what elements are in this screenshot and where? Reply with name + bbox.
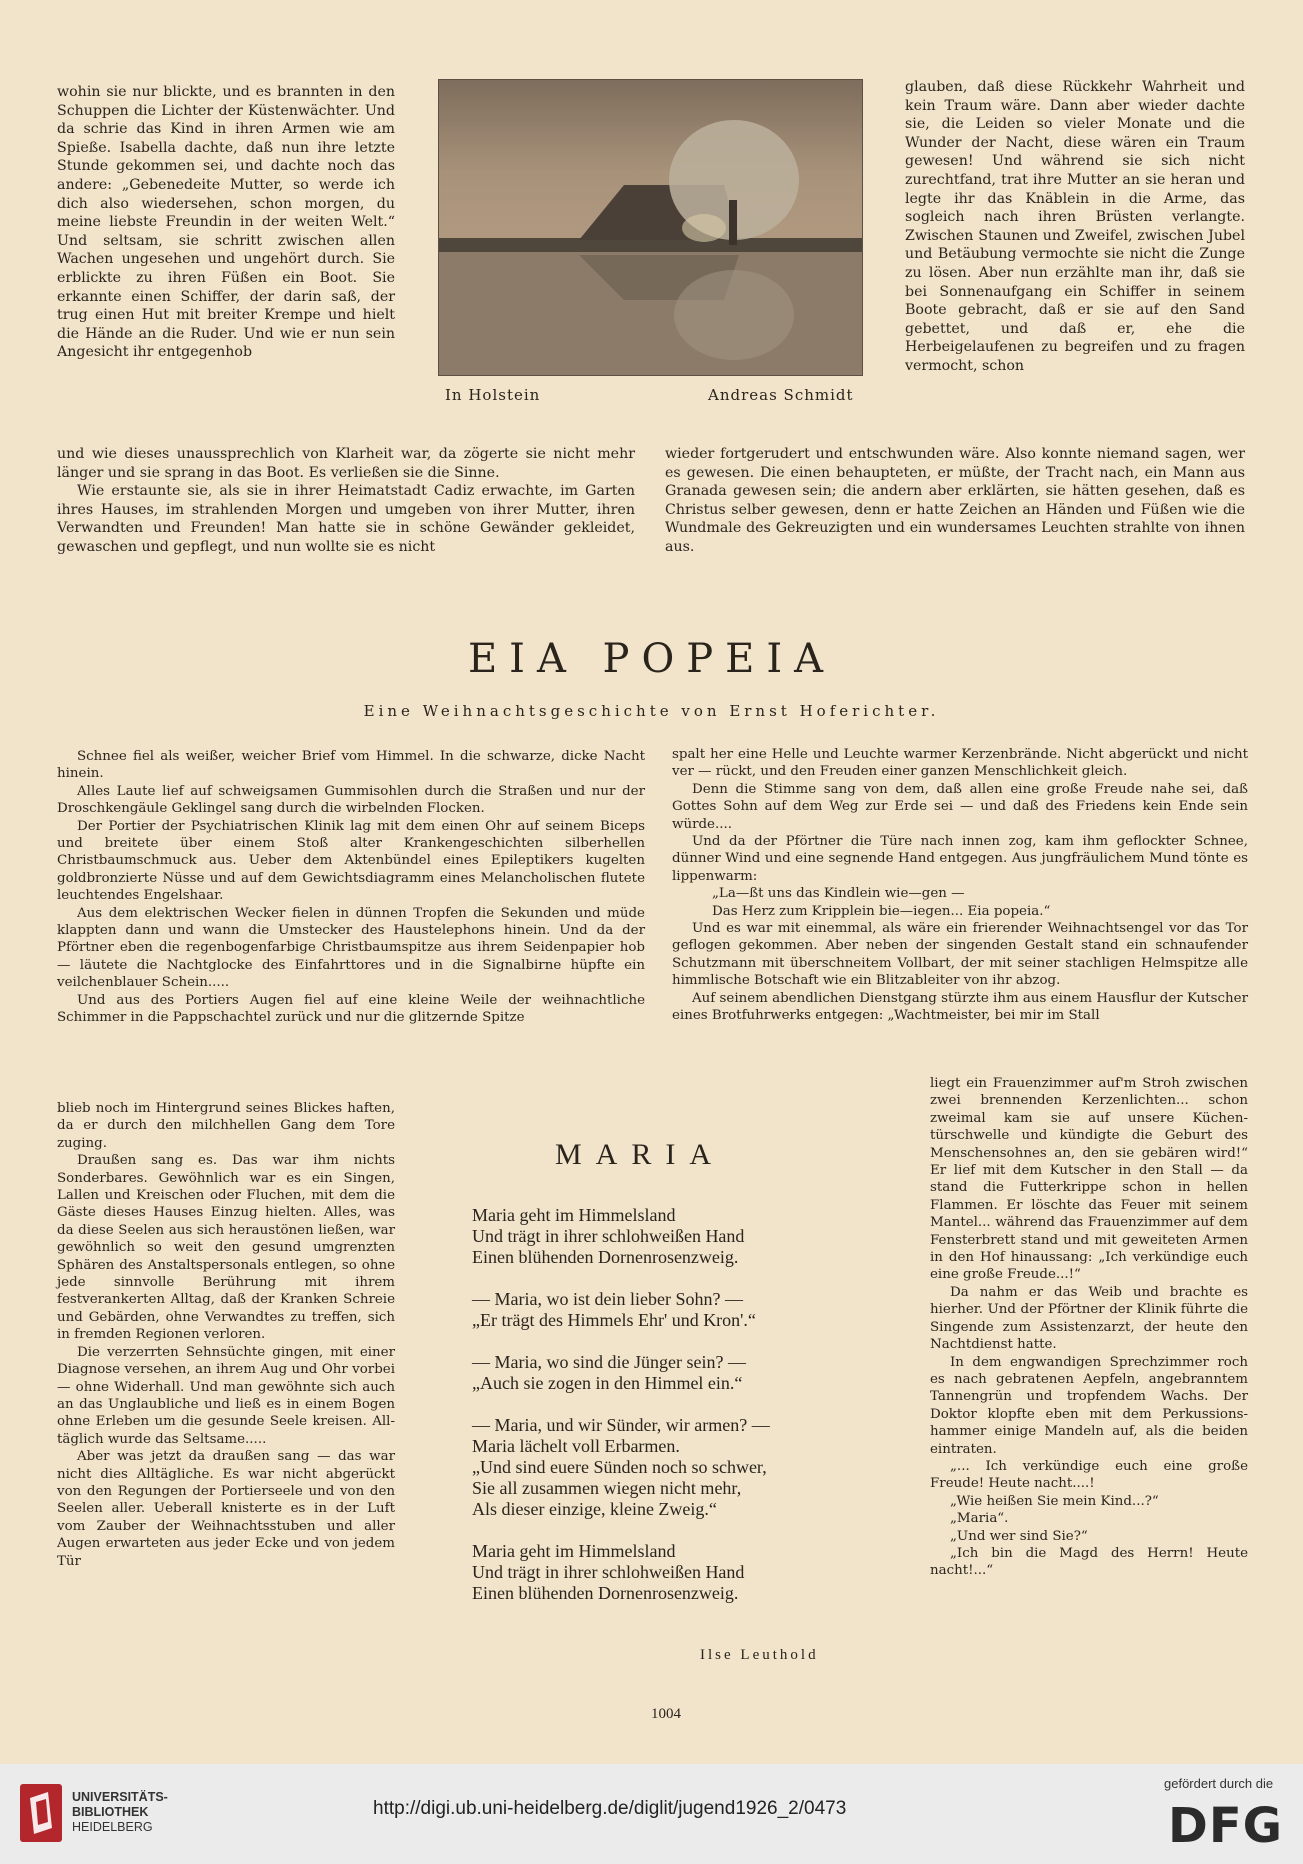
poem-line: Als dieser einzige, kleine Zweig.“ (472, 1499, 717, 1519)
dialog-line: „Und wer sind Sie?“ (950, 1528, 1088, 1544)
story-column-1-narrow (57, 1100, 395, 1570)
paragraph: blieb noch im Hintergrund seines Blickes haften, da er durch den milchhellen Gang dem Tore zuging. (57, 1101, 395, 1151)
poem-stanza (472, 1289, 892, 1331)
paragraph: Aus dem elektrischen Wecker fielen in dünnen Tropfen die Sekunden und müde klappten dann und wann die Umstecker des Haustelephons hinein. Und da der Pförtner eben die regenbogenfarbige Christbaumspitze aus ihrem Seidenpapier hob — läutete die Nachtglocke des Einfahrttores und in die Signalbirne hüpfte ein veilchenblauer Schein..... (57, 905, 645, 991)
dialog-line: „Wie heißen Sie mein Kind...?“ (950, 1493, 1159, 1509)
poem-line: — Maria, wo sind die Jünger sein? — (472, 1352, 746, 1372)
song-line: Das Herz zum Kripplein bie—iegen... Eia popeia.“ (712, 903, 1051, 919)
poem-line: Einen blühenden Dornenrosenzweig. (472, 1247, 739, 1267)
story-column-3 (930, 1075, 1248, 1580)
library-logo-icon (18, 1782, 64, 1844)
dialog-line: „... Ich verkündige euch eine große Freude! Heute nacht....! (930, 1458, 1248, 1492)
paragraph: Alles Laute lief auf schweigsamen Gummisohlen durch die Straßen und nur der Droschkengäule Geklingel sang durch die wirbelnden Flocken. (57, 783, 645, 817)
logo-line: BIBLIOTHEK (72, 1805, 149, 1819)
dialog-line: „Maria“. (950, 1511, 1009, 1527)
photograph-in-holstein (438, 79, 863, 376)
paragraph: In dem engwandigen Sprechzimmer roch es nach gebratenen Aepfeln, angebranntem Tannengrün und tropfendem Wachs. Der Doktor klopfte eben mit dem Perkussionshammer einige Mandeln auf, als die beiden eintraten. (930, 1354, 1248, 1457)
poem-line: „Er trägt des Himmels Ehr' und Kron'.“ (472, 1310, 756, 1330)
footer-bar (0, 1764, 1303, 1864)
poem-stanza (472, 1352, 892, 1394)
poem-stanza (472, 1415, 892, 1520)
paragraph: Draußen sang es. Das war ihm nichts Sonderbares. Gewöhnlich war es ein Singen, Lallen und Kreischen oder Fluchen, mit dem die Gäste dieses Hauses Einzug hielten. Alles, was da diese Seelen aus sich heraustönen ließen, war gewöhnlich so weit den gesund umgrenzten Sphären des Anstaltspersonals entlegen, so ohne jede sinnvolle Berührung mit ihrem festverankerten Alltag, daß der Kranken Schreie und Gebärden, ohne Verwandtes zu treffen, sich in fremden Regionen verloren. (57, 1153, 395, 1343)
logo-line: HEIDELBERG (72, 1820, 153, 1834)
caption-in-holstein: In Holstein (445, 386, 541, 404)
song-line: „La—ßt uns das Kindlein wie—gen — (712, 886, 965, 902)
paragraph: Denn die Stimme sang von dem, daß allen eine große Freude nahe sei, daß Gottes Sohn auf dem Weg zur Erde sei — und daß des Friedens kein Ende sein würde.... (672, 781, 1248, 832)
top-right-wide (665, 445, 1245, 557)
poem-line: Maria lächelt voll Erbarmen. (472, 1436, 680, 1456)
story-title: EIA POPEIA (467, 636, 836, 682)
poem-body (472, 1205, 892, 1625)
top-left-wide (57, 445, 635, 557)
paragraph: Da nahm er das Weib und brachte es hierher. Und der Pförtner der Klinik führte die Singende zum Assistenzarzt, der heute den Nachtdienst hatte. (930, 1284, 1248, 1353)
poem-line: — Maria, und wir Sünder, wir armen? — (472, 1415, 770, 1435)
poem-author: Ilse Leuthold (700, 1647, 819, 1663)
paragraph: und wie dieses unaussprechlich von Klarheit war, da zögerte sie nicht mehr länger und sie sprang in das Boot. Es verließen sie die Sinne. (57, 446, 635, 481)
dialog-line: „Ich bin die Magd des Herrn! Heute nacht!...“ (930, 1545, 1248, 1579)
story-column-2 (672, 746, 1248, 1025)
poem-line: Und trägt in ihrer schlohweißen Hand (472, 1562, 745, 1582)
top-right-column (905, 78, 1245, 376)
logo-line: UNIVERSITÄTS- (72, 1790, 168, 1804)
page-number: 1004 (651, 1706, 681, 1722)
story-subtitle: Eine Weihnachtsgeschichte von Ernst Hoferichter. (363, 702, 940, 720)
caption-artist: Andreas Schmidt (708, 386, 854, 404)
paragraph: Auf seinem abendlichen Dienstgang stürzte ihm aus einem Hausflur der Kutscher eines Brotfuhrwerks entgegen: „Wachtmeister, bei mir im Stall (672, 990, 1248, 1024)
sponsor-text: gefördert durch die (1164, 1776, 1274, 1791)
poem-line: — Maria, wo ist dein lieber Sohn? — (472, 1289, 743, 1309)
paragraph: spalt her eine Helle und Leuchte warmer Kerzenbrände. Nicht abgerückt und nicht ver — rückt, und den Freuden einer ganzen Menschlichkeit gleich. (672, 747, 1248, 780)
poem-line: „Und sind euere Sünden noch so schwer, (472, 1457, 767, 1477)
top-left-column (57, 83, 395, 362)
paragraph: wohin sie nur blickte, und es brannten in den Schuppen die Lichter der Küstenwächter. Und da schrie das Kind in ihren Armen wie am Spieße. Isabella dachte, daß nun ihre letzte Stunde gekommen sei, und dachte noch das andere: „Gebenedeite Mutter, so werde ich dich also wiedersehen, schon morgen, du meine liebste Freundin in der weiten Welt.“ Und seltsam, sie schritt zwischen allen Wachen ungesehen und ungehört durch. Sie erblickte zu ihren Füßen ein Boot. Sie erkannte einen Schiffer, der darin saß, der trug einen Hut mit breiter Krempe und hielt die Hände an die Ruder. Und wie er nun sein Angesicht ihr entgegenhob (57, 84, 395, 361)
paragraph: glauben, daß diese Rückkehr Wahrheit und kein Traum wäre. Dann aber wieder dachte sie, die Leiden so vieler Monate und die Wunder der Nacht, diese wären ein Traum gewesen! Und während sie sich nicht zurechtfand, trat ihre Mutter an sie heran und legte ihr das Knäblein in die Arme, das sogleich nach ihren Brüsten verlangte. Zwischen Staunen und Zweifel, zwischen Jubel und Betäubung vermochte sie nicht die Zunge zu lösen. Aber nun erzählte man ihr, daß sie bei Sonnenaufgang ein Schiffer in seinem Boote gebracht, daß er sie auf den Sand gebettet, und daß er, ehe die Herbeigelaufenen zu begreifen und zu fragen vermocht, schon (905, 79, 1245, 374)
poem-line: Maria geht im Himmelsland (472, 1541, 676, 1561)
paragraph: Der Portier der Psychiatrischen Klinik lag mit dem einen Ohr auf seinem Biceps und breitete über einem Stoß alter Krankengeschichten silberhellen Christbaumschmuck aus. Ueber dem Aktenbündel eines Epileptikers kugelten goldbronzierte Nüsse und auf dem Gewichtsdiagramm eines Melancholischen flutete leuchtendes Engelshaar. (57, 818, 645, 904)
poem-stanza (472, 1205, 892, 1268)
paragraph: Und da der Pförtner die Türe nach innen zog, kam ihm geflockter Schnee, dünner Wind und eine segnende Hand entgegen. Aus jungfräulichem Mund tönte es lippenwarm: (672, 834, 1248, 884)
story-column-1 (57, 748, 645, 1027)
poem-line: Sie all zusammen wiegen nicht mehr, (472, 1478, 742, 1498)
paragraph: wieder fortgerudert und entschwunden wäre. Also konnte niemand sagen, wer es gewesen. Die einen behaupteten, er müßte, der Tracht nach, ein Mann aus Granada gewesen sein; die andern aber erklärten, sie hätten gesehen, daß es Christus selber gewesen, denn er hatte Zeichen an Händen und Füßen wie die Wundmale des Gekreuzigten und ein wundersames Leuchten strahlte von ihnen aus. (665, 446, 1245, 555)
paragraph: liegt ein Frauenzimmer auf'm Stroh zwischen zwei brennenden Kerzenlichten... schon zweimal kam sie auf unsere Küchentürschwelle und kündigte die Geburt des Menschensohnes an, den sie gebären wird!“ Er lief mit dem Kutscher in den Stall — da stand die Futterkrippe schon in hellen Flammen. Er löschte das Feuer mit seinem Mantel... während das Frauenzimmer auf dem Fensterbrett stand und mit geweiteten Armen in den Hof hinaussang: „Ich verkündige euch eine große Freude...!“ (930, 1076, 1248, 1283)
paragraph: Und aus des Portiers Augen fiel auf eine kleine Weile der weihnachtliche Schimmer in die Pappschachtel zurück und nur die glitzernde Spitze (57, 992, 645, 1026)
paragraph: Wie erstaunte sie, als sie in ihrer Heimatstadt Cadiz erwachte, im Garten ihres Hauses, im strahlenden Morgen und umgeben von ihrer Mutter, ihren Verwandten und Freunden! Man hatte sie in schöne Gewänder gekleidet, gewaschen und gepflegt, und nun wollte sie es nicht (57, 483, 635, 555)
paragraph: Schnee fiel als weißer, weicher Brief vom Himmel. In die schwarze, dicke Nacht hinein. (57, 749, 645, 782)
poem-line: Und trägt in ihrer schlohweißen Hand (472, 1226, 745, 1246)
poem-line: Einen blühenden Dornenrosenzweig. (472, 1583, 739, 1603)
library-logo[interactable] (18, 1782, 218, 1846)
poem-line: Maria geht im Himmelsland (472, 1205, 676, 1225)
permalink[interactable]: http://digi.ub.uni-heidelberg.de/diglit/jugend1926_2/0473 (373, 1798, 847, 1819)
poem-title: MARIA (554, 1138, 725, 1171)
poem-line: „Auch sie zogen in den Himmel ein.“ (472, 1373, 743, 1393)
dfg-logo[interactable]: DFG (1168, 1798, 1284, 1854)
paragraph: Aber was jetzt da draußen sang — das war nicht dies Alltägliche. Es war nicht abgerückt von den Regungen der Portierseele und von den Seelen aller. Ueberall knisterte es in der Luft vom Zauber der Weihnachtsstuben und aller Augen erwarteten aus jeder Ecke und von jedem Tür (57, 1449, 395, 1569)
paragraph: Und es war mit einemmal, als wäre ein frierender Weihnachtsengel vor das Tor geflogen gekommen. Aber neben der singenden Gestalt stand ein schnaufender Schutzmann mit überschneitem Vollbart, der mit seiner stachligen Helmspitze alle himmlische Botschaft wie ein Blitzableiter von ihr abzog. (672, 921, 1248, 989)
paragraph: Die verzerrten Sehnsüchte gingen, mit einer Diagnose versehen, an ihrem Aug und Ohr vorbei — ohne Widerhall. Und man gewöhnte sich auch an das Unglaubliche und ließ es in einem Bogen ohne Erleben um die gesunde Seele kreisen. Alltäglich wurde das Seltsame..... (57, 1344, 395, 1447)
poem-stanza (472, 1541, 892, 1604)
landscape-illustration (439, 80, 862, 375)
